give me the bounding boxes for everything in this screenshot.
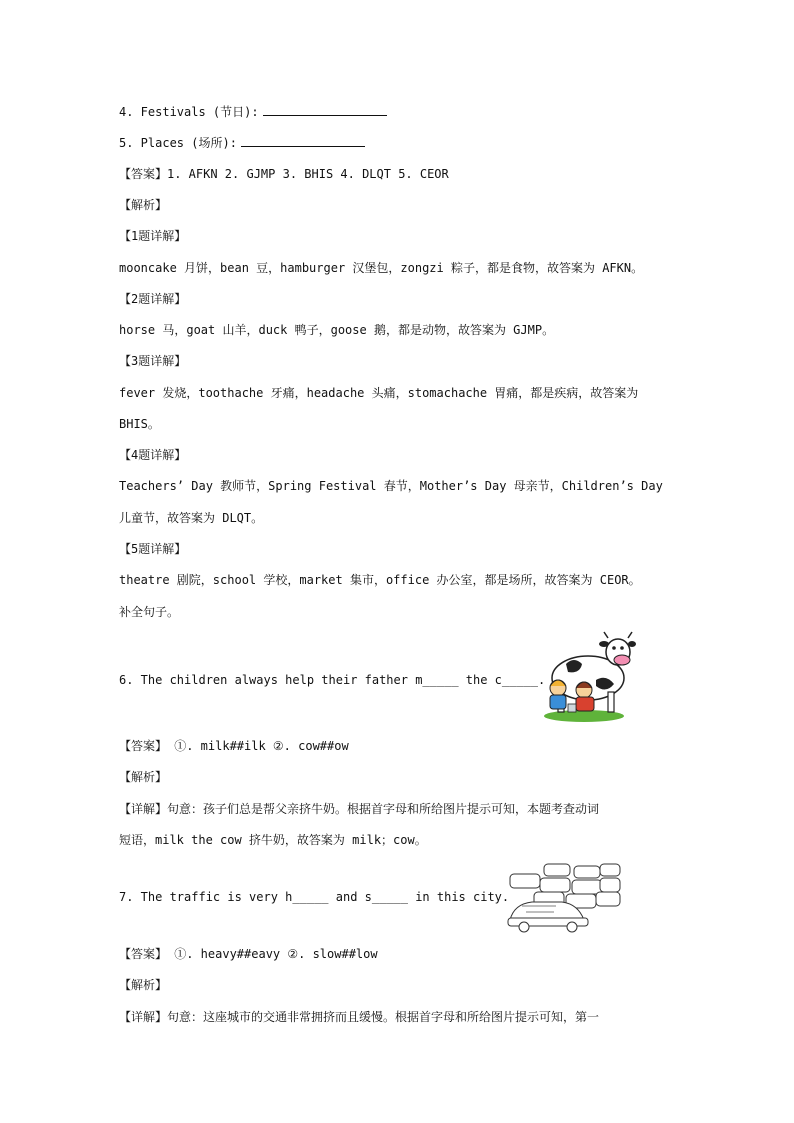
question-4-text: 4. Festivals (节日): [119, 105, 259, 119]
answer-7: 【答案】 ①. heavy##eavy ②. slow##low [119, 947, 378, 961]
detail-5: theatre 剧院，school 学校，market 集市，office 办公室，都是场所，故答案为 CEOR。 [119, 573, 641, 587]
detail-6-line-2: 短语，milk the cow 挤牛奶，故答案为 milk；cow。 [119, 833, 427, 847]
section-heading: 补全句子。 [119, 605, 180, 619]
detail-heading-2: 【2题详解】 [119, 292, 187, 306]
question-6: 6. The children always help their father m_____ the c_____. [119, 673, 546, 687]
detail-7-line-1: 【详解】句意：这座城市的交通非常拥挤而且缓慢。根据首字母和所给图片提示可知，第一 [119, 1010, 600, 1024]
cow-children-illustration [536, 628, 636, 724]
detail-3-line-2: BHIS。 [119, 417, 160, 431]
detail-heading-5: 【5题详解】 [119, 542, 187, 556]
question-4 [119, 104, 387, 120]
detail-1: mooncake 月饼，bean 豆，hamburger 汉堡包，zongzi 粽子，都是食物，故答案为 AFKN。 [119, 261, 644, 275]
answer-1-5: 【答案】1. AFKN 2. GJMP 3. BHIS 4. DLQT 5. CEOR [119, 167, 449, 181]
question-5-text: 5. Places (场所): [119, 136, 237, 150]
traffic-jam-illustration [504, 862, 622, 934]
detail-4-line-2: 儿童节，故答案为 DLQT。 [119, 511, 264, 525]
analysis-heading-7: 【解析】 [119, 978, 168, 992]
analysis-heading-1: 【解析】 [119, 198, 168, 212]
detail-6-line-1: 【详解】句意：孩子们总是帮父亲挤牛奶。根据首字母和所给图片提示可知，本题考查动词 [119, 802, 600, 816]
detail-4-line-1: Teachers’ Day 教师节，Spring Festival 春节，Mother’s Day 母亲节，Children’s Day [119, 479, 663, 493]
question-5 [119, 135, 365, 151]
detail-heading-3: 【3题详解】 [119, 354, 187, 368]
analysis-heading-6: 【解析】 [119, 770, 168, 784]
detail-heading-4: 【4题详解】 [119, 448, 187, 462]
detail-2: horse 马，goat 山羊，duck 鸭子，goose 鹅，都是动物，故答案为 GJMP。 [119, 323, 555, 337]
answer-6: 【答案】 ①. milk##ilk ②. cow##ow [119, 739, 349, 753]
question-7: 7. The traffic is very h_____ and s_____ in this city. [119, 890, 510, 904]
answer-blank-5[interactable] [241, 135, 365, 147]
answer-blank-4[interactable] [263, 104, 387, 116]
detail-3-line-1: fever 发烧，toothache 牙痛，headache 头痛，stomachache 胃痛，都是疾病，故答案为 [119, 386, 639, 400]
detail-heading-1: 【1题详解】 [119, 229, 187, 243]
